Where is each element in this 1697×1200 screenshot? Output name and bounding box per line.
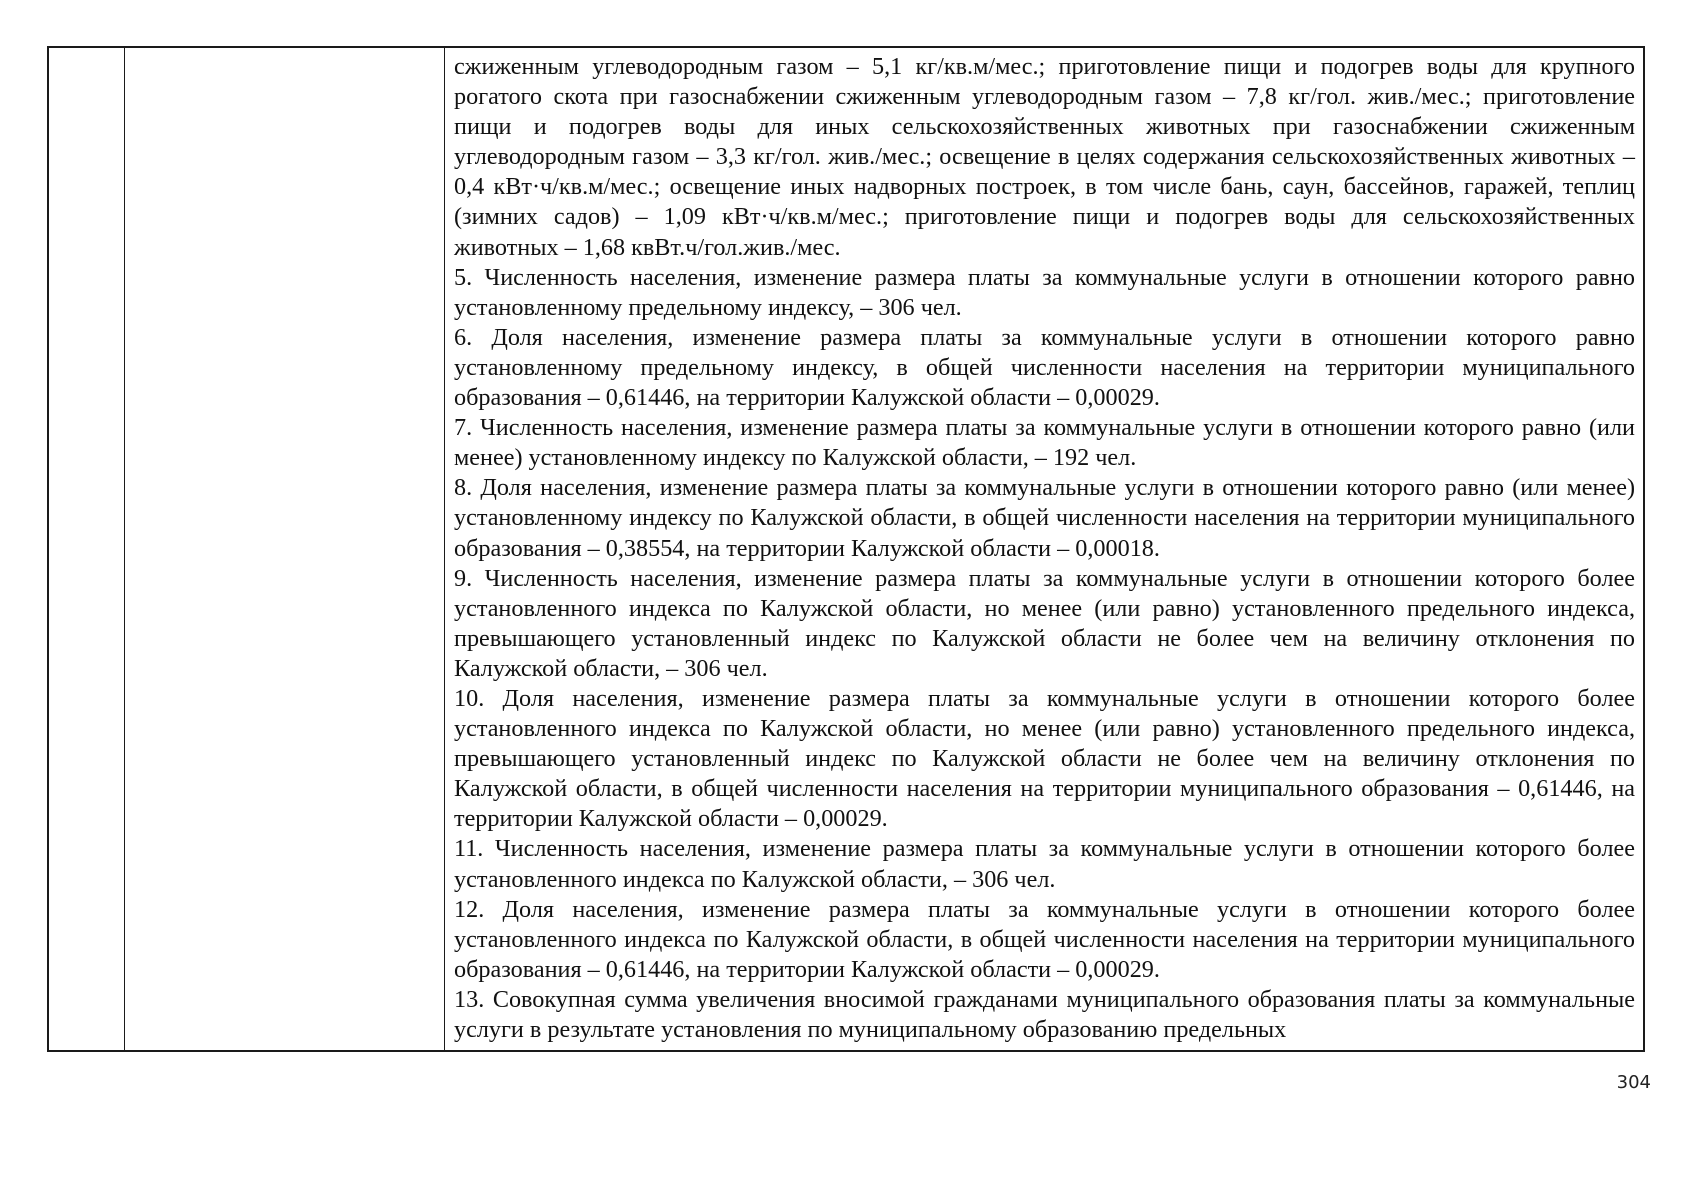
table-column-name [125,48,445,1050]
table-column-content [445,48,1643,1050]
page-number: 304 [1616,1072,1651,1093]
paragraph-item-6: 6. Доля населения, изменение размера платы за коммунальные услуги в отношении которого равно установленному предельному индексу, в общей численности населения на территории муниципального образования – 0,61446, на территории Калужской области – 0,00029. [454,323,1635,412]
paragraph-item-10: 10. Доля населения, изменение размера платы за коммунальные услуги в отношении которого более установленного индекса по Калужской области, но менее (или равно) установленного предельного индекса, превышающего установленный индекс по Калужской области не более чем на величину отклонения по Калужской области, в общей численности населения на территории муниципального образования – 0,61446, на территории Калужской области – 0,00029. [454,684,1635,833]
paragraph-item-12: 12. Доля населения, изменение размера платы за коммунальные услуги в отношении которого более установленного индекса по Калужской области, в общей численности населения на территории муниципального образования – 0,61446, на территории Калужской области – 0,00029. [454,895,1635,983]
paragraph-item-11: 11. Численность населения, изменение размера платы за коммунальные услуги в отношении которого более установленного индекса по Калужской области, – 306 чел. [454,835,1635,893]
paragraph-item-9: 9. Численность населения, изменение размера платы за коммунальные услуги в отношении которого более установленного индекса по Калужской области, но менее (или равно) установленного предельного индекса, превышающего установленный индекс по Калужской области не более чем на величину отклонения по Калужской области, – 306 чел. [454,564,1635,682]
paragraph-item-13: 13. Совокупная сумма увеличения вносимой гражданами муниципального образования платы за коммунальные услуги в результате установления по муниципальному образованию предельных [454,985,1635,1043]
paragraph-item-7: 7. Численность населения, изменение размера платы за коммунальные услуги в отношении которого равно (или менее) установленному индексу по Калужской области, – 192 чел. [454,414,1635,472]
document-table [47,46,1645,1052]
table-column-number [49,48,125,1050]
paragraph-item-8: 8. Доля населения, изменение размера платы за коммунальные услуги в отношении которого равно (или менее) установленному индексу по Калужской области, в общей численности населения на территории муниципального образования – 0,38554, на территории Калужской области – 0,00018. [454,474,1635,562]
paragraph-continuation: сжиженным углеводородным газом – 5,1 кг/кв.м/мес.; приготовление пищи и подогрев воды для крупного рогатого скота при газоснабжении сжиженным углеводородным газом – 7,8 кг/гол. жив./мес.; приготовление пищи и подогрев воды для иных сельскохозяйственных животных при газоснабжении сжиженным углеводородным газом – 3,3 кг/гол. жив./мес.; освещение в целях содержания сельскохозяйственных животных – 0,4 кВт·ч/кв.м/мес.; освещение иных надворных построек, в том числе бань, саун, бассейнов, гаражей, теплиц (зимних садов) – 1,09 кВт·ч/кв.м/мес.; приготовление пищи и подогрев воды для сельскохозяйственных животных – 1,68 квВт.ч/гол.жив./мес. [454,53,1635,261]
paragraph-item-5: 5. Численность населения, изменение размера платы за коммунальные услуги в отношении которого равно установленному предельному индексу, – 306 чел. [454,263,1635,321]
